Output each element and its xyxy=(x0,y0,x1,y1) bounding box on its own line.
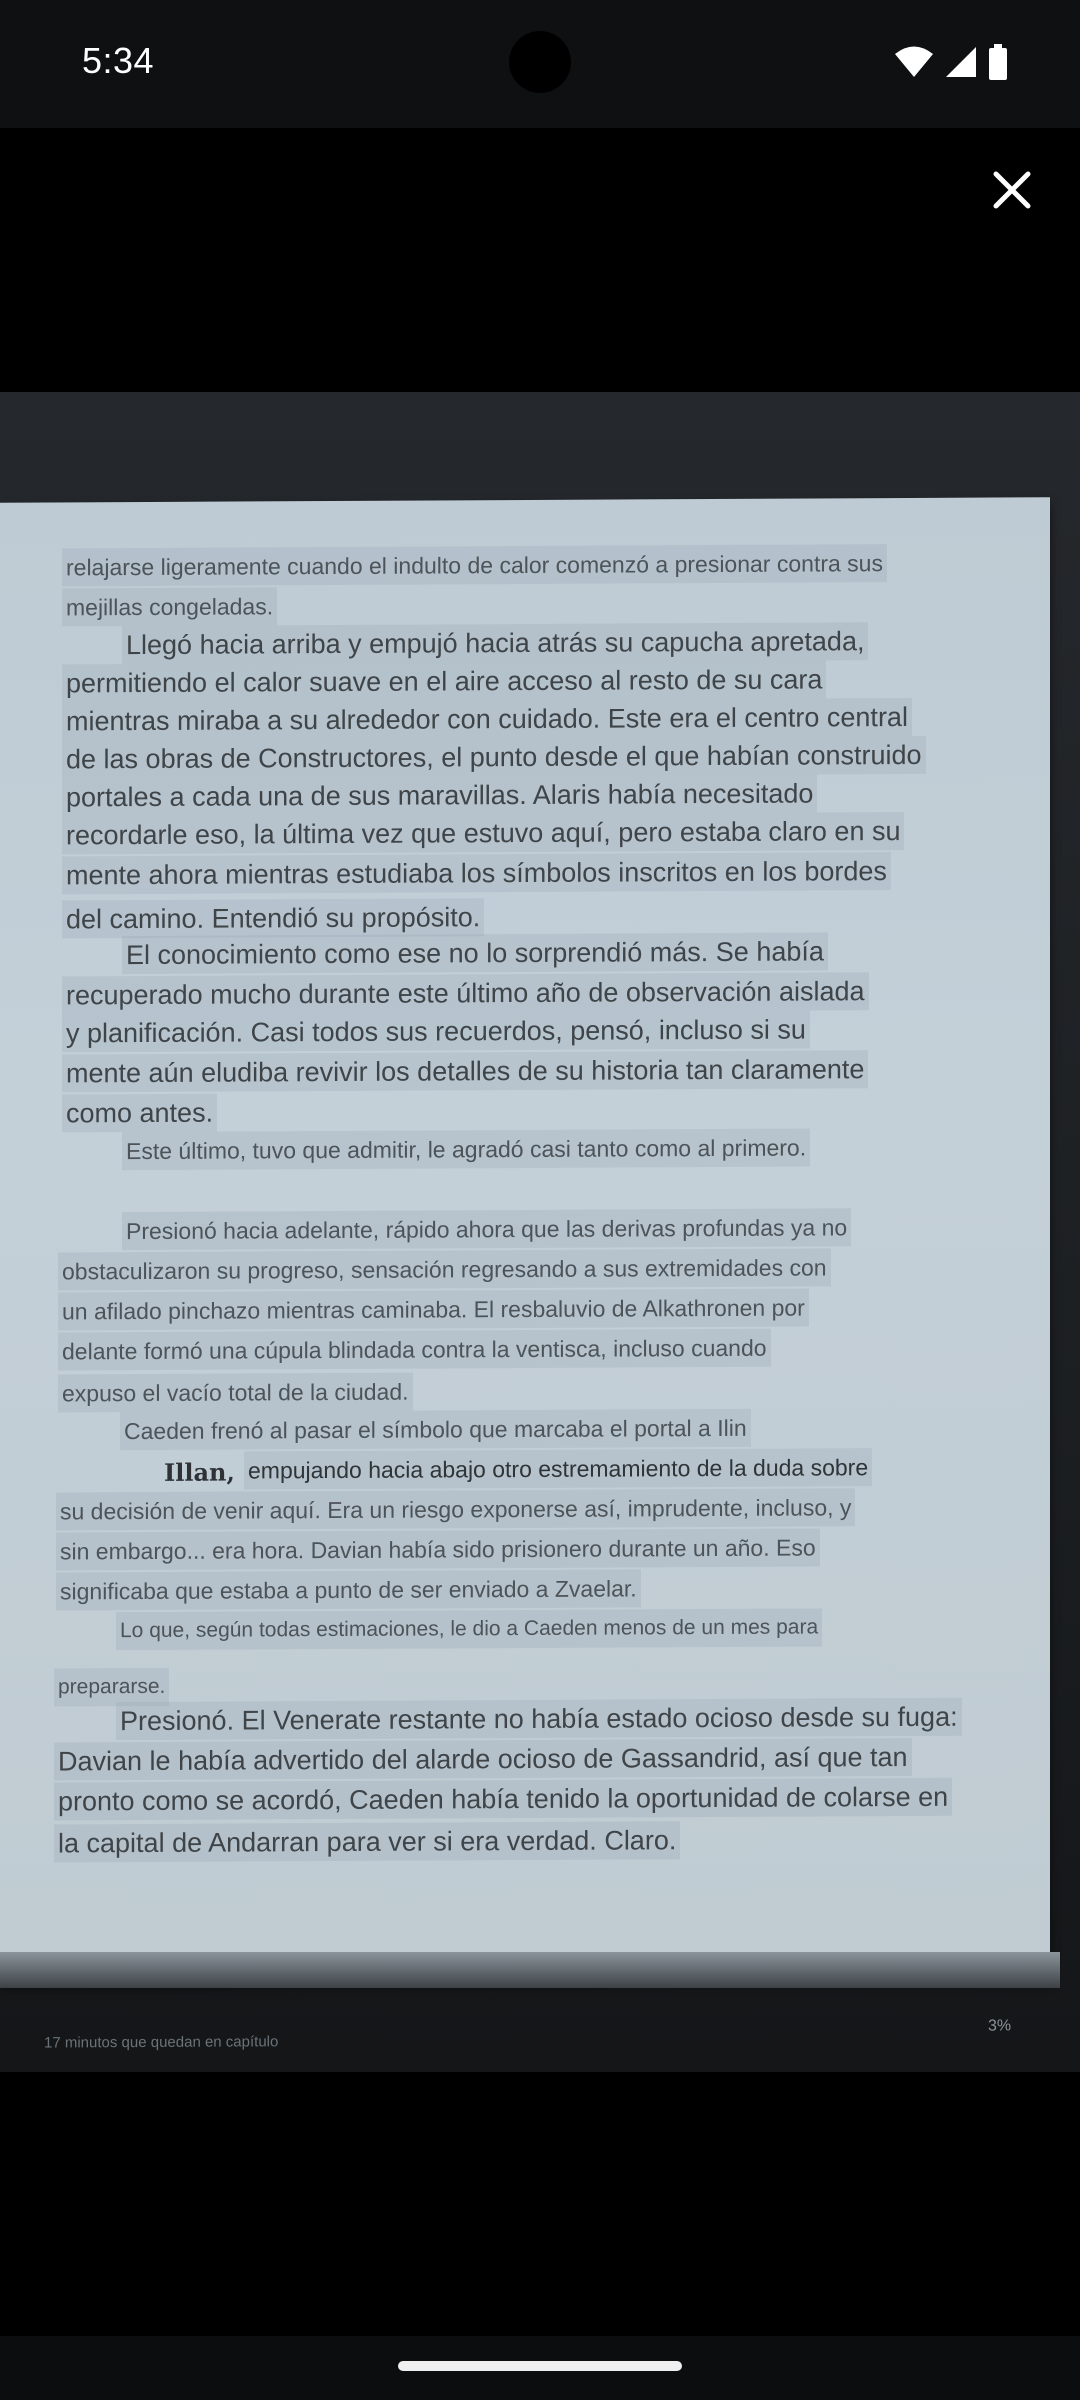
chapter-time-remaining: 17 minutos que quedan en capítulo xyxy=(44,2033,279,2052)
text-line: pronto como se acordó, Caeden había tenido la oportunidad de colarse en xyxy=(54,1778,952,1821)
status-icons xyxy=(894,44,1008,80)
text-line: Davian le había advertido del alarde ocioso de Gassandrid, así que tan xyxy=(54,1738,912,1780)
text-line: El conocimiento como ese no lo sorprendió más. Se había xyxy=(122,932,828,974)
text-line: de las obras de Constructores, el punto desde el que habían construido xyxy=(62,736,926,779)
cellular-signal-icon xyxy=(944,45,978,79)
status-bar xyxy=(0,0,1080,128)
text-line: Llegó hacia arriba y empujó hacia atrás su capucha apretada, xyxy=(122,622,868,664)
camera-cutout xyxy=(509,31,571,93)
text-line: expuso el vacío total de la ciudad. xyxy=(58,1373,413,1413)
device-edge xyxy=(0,1952,1060,1988)
wifi-icon xyxy=(894,45,934,79)
text-line: como antes. xyxy=(62,1094,217,1133)
text-line: Presionó hacia adelante, rápido ahora que las derivas profundas ya no xyxy=(122,1208,851,1250)
battery-icon xyxy=(988,44,1008,80)
photo-preview xyxy=(0,392,1080,2072)
text-line: mente aún eludiba revivir los detalles de su historia tan claramente xyxy=(62,1050,868,1092)
text-line: del camino. Entendió su propósito. xyxy=(62,898,484,938)
text-line: recuperado mucho durante este último año de observación aislada xyxy=(62,972,869,1014)
home-gesture-handle[interactable] xyxy=(398,2361,682,2371)
text-line: su decisión de venir aquí. Era un riesgo exponerse así, imprudente, incluso, y xyxy=(56,1488,855,1530)
text-line: empujando hacia abajo otro estremamiento de la duda sobre xyxy=(244,1448,872,1489)
text-line: mientras miraba a su alrededor con cuidado. Este era el centro central xyxy=(62,698,912,740)
text-line: mente ahora mientras estudiaba los símbolos inscritos en los bordes xyxy=(62,852,891,894)
close-icon xyxy=(992,170,1032,210)
close-button[interactable] xyxy=(982,160,1042,220)
text-line: la capital de Andarran para ver si era verdad. Claro. xyxy=(54,1821,680,1862)
text-line: permitiendo el calor suave en el aire acceso al resto de su cara xyxy=(62,660,826,702)
text-line: recordarle eso, la última vez que estuvo aquí, pero estaba claro en su xyxy=(62,812,904,854)
text-line: Lo que, según todas estimaciones, le dio a Caeden menos de un mes para xyxy=(116,1608,822,1650)
text-line: delante formó una cúpula blindada contra la ventisca, incluso cuando xyxy=(58,1329,771,1371)
text-line: Presionó. El Venerate restante no había estado ocioso desde su fuga: xyxy=(116,1698,962,1740)
text-line: relajarse ligeramente cuando el indulto de calor comenzó a presionar contra sus xyxy=(62,544,887,586)
reading-progress: 3% xyxy=(988,2017,1012,2035)
text-line: y planificación. Casi todos sus recuerdos, pensó, incluso si su xyxy=(62,1011,810,1053)
viewer-toolbar xyxy=(0,128,1080,392)
text-line: significaba que estaba a punto de ser enviado a Zvaelar. xyxy=(56,1569,641,1610)
text-line-illan: Illan, xyxy=(164,1457,235,1487)
text-line: prepararse. xyxy=(54,1668,169,1707)
text-line: sin embargo... era hora. Davian había sido prisionero durante un año. Eso xyxy=(56,1528,820,1570)
text-line: portales a cada una de sus maravillas. Alaris había necesitado xyxy=(62,774,817,816)
text-line: Caeden frenó al pasar el símbolo que marcaba el portal a Ilin xyxy=(120,1409,751,1450)
text-line: obstaculizaron su progreso, sensación regresando a sus extremidades con xyxy=(58,1248,831,1290)
text-line: mejillas congeladas. xyxy=(62,587,277,626)
text-line: un afilado pinchazo mientras caminaba. El resbaluvio de Alkathronen por xyxy=(58,1289,809,1331)
ereader-page xyxy=(0,497,1050,2052)
text-line: Este último, tuvo que admitir, le agradó casi tanto como al primero. xyxy=(122,1129,810,1171)
status-time: 5:34 xyxy=(82,40,155,81)
